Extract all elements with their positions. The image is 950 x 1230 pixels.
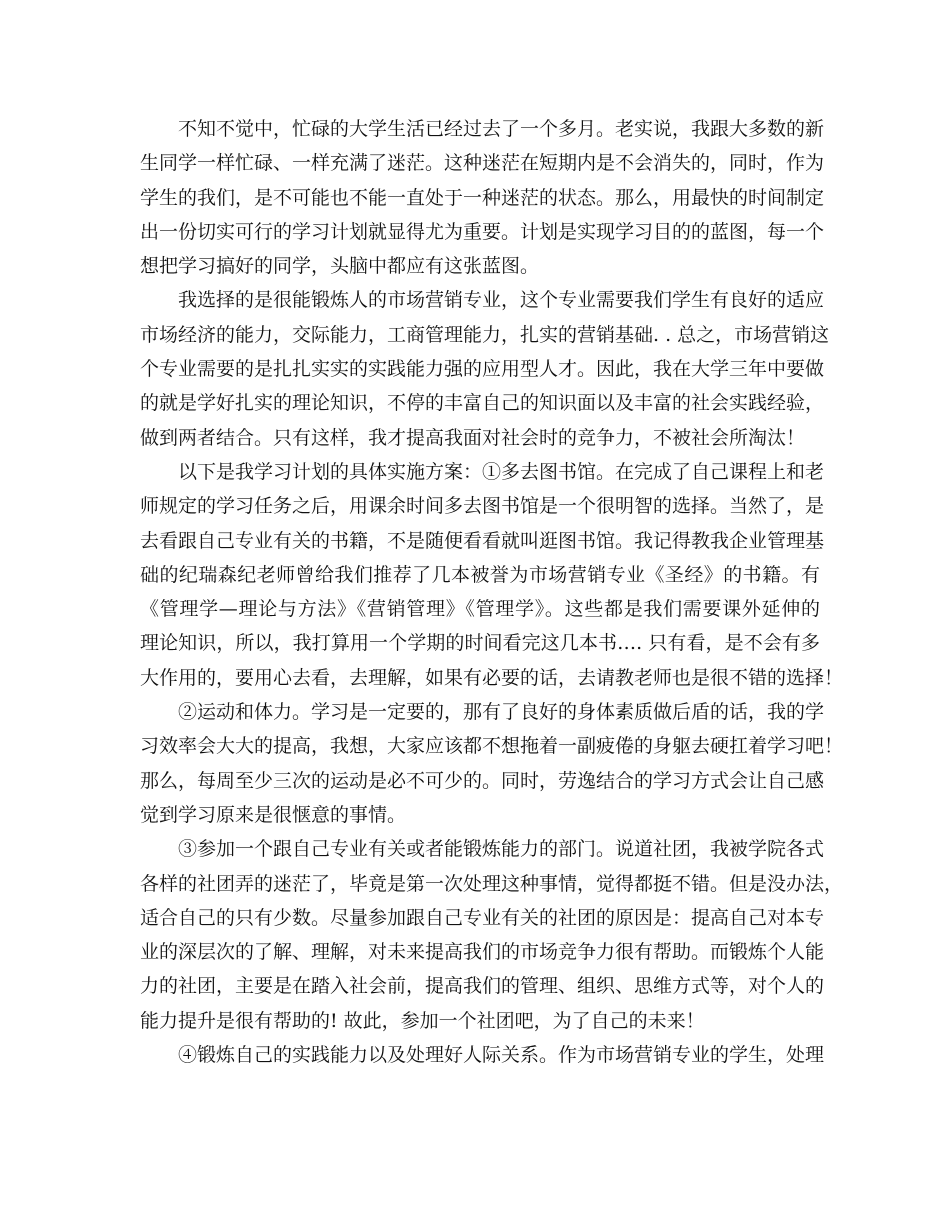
text-line: ②运动和体力。学习是一定要的，那有了良好的身体素质做后盾的话，我的学	[178, 701, 825, 724]
text-line: 觉到学习原来是很惬意的事情。	[140, 803, 407, 826]
text-line: 以下是我学习计划的具体实施方案：①多去图书馆。在完成了自己课程上和老	[178, 460, 825, 483]
paragraph-plan-club	[140, 832, 844, 1038]
text-line: 我选择的是很能锻炼人的市场营销专业，这个专业需要我们学生有良好的适应	[178, 289, 825, 312]
text-line: 《管理学—理论与方法》《营销管理》《管理学》。这些都是我们需要课外延伸的	[140, 598, 820, 621]
text-line: 的就是学好扎实的理论知识，不停的丰富自己的知识面以及丰富的社会实践经验，	[140, 392, 825, 415]
text-line: 出一份切实可行的学习计划就显得尤为重要。计划是实现学习目的的蓝图，每一个	[140, 220, 825, 243]
paragraph-major	[140, 283, 830, 454]
text-line: 力的社团，主要是在踏入社会前，提高我们的管理、组织、思维方式等，对个人的	[140, 975, 825, 998]
text-line: 理论知识，所以，我打算用一个学期的时间看完这几本书…. 只有看，是不会有多	[140, 632, 820, 655]
text-line: 业的深层次的了解、理解，对未来提高我们的市场竞争力很有帮助。而锻炼个人能	[140, 941, 825, 964]
text-line: 那么，每周至少三次的运动是必不可少的。同时，劳逸结合的学习方式会让自己感	[140, 769, 825, 792]
text-line: 不知不觉中，忙碌的大学生活已经过去了一个多月。老实说，我跟大多数的新	[178, 118, 825, 140]
text-line: 个专业需要的是扎扎实实的实践能力强的应用型人才。因此，我在大学三年中要做	[140, 358, 825, 381]
text-line: 础的纪瑞森纪老师曾给我们推荐了几本被誉为市场营销专业《圣经》的书籍。有	[140, 563, 820, 586]
document-page	[140, 112, 844, 1072]
text-line: 做到两者结合。只有这样，我才提高我面对社会时的竞争力，不被社会所淘汰！	[140, 426, 806, 449]
text-line: ③参加一个跟自己专业有关或者能锻炼能力的部门。说道社团，我被学院各式	[178, 838, 825, 861]
text-line: ④锻炼自己的实践能力以及处理好人际关系。作为市场营销专业的学生，处理	[178, 1044, 825, 1067]
text-line: 想把学习搞好的同学，头脑中都应有这张蓝图。	[140, 255, 540, 278]
text-line: 习效率会大大的提高，我想，大家应该都不想拖着一副疲倦的身躯去硬扛着学习吧！	[140, 735, 844, 758]
text-line: 学生的我们，是不可能也不能一直处于一种迷茫的状态。那么，用最快的时间制定	[140, 186, 825, 209]
text-line: 市场经济的能力，交际能力，工商管理能力，扎实的营销基础. . 总之，市场营销这	[140, 323, 830, 346]
paragraph-plan-exercise	[140, 695, 844, 832]
text-line: 去看跟自己专业有关的书籍，不是随便看看就叫逛图书馆。我记得教我企业管理基	[140, 529, 825, 552]
paragraph-plan-practice	[140, 1038, 825, 1072]
paragraph-plan-library	[140, 455, 844, 695]
text-line: 生同学一样忙碌、一样充满了迷茫。这种迷茫在短期内是不会消失的，同时，作为	[140, 152, 825, 175]
text-line: 师规定的学习任务之后，用课余时间多去图书馆是一个很明智的选择。当然了，是	[140, 495, 825, 518]
text-line: 能力提升是很有帮助的! 故此，参加一个社团吧，为了自己的未来！	[140, 1009, 705, 1032]
paragraph-intro	[140, 112, 825, 283]
text-line: 适合自己的只有少数。尽量参加跟自己专业有关的社团的原因是：提高自己对本专	[140, 906, 825, 929]
text-line: 大作用的，要用心去看，去理解，如果有必要的话，去请教老师也是很不错的选择！	[140, 666, 844, 689]
text-line: 各样的社团弄的迷茫了，毕竟是第一次处理这种事情，觉得都挺不错。但是没办法，	[140, 872, 844, 895]
